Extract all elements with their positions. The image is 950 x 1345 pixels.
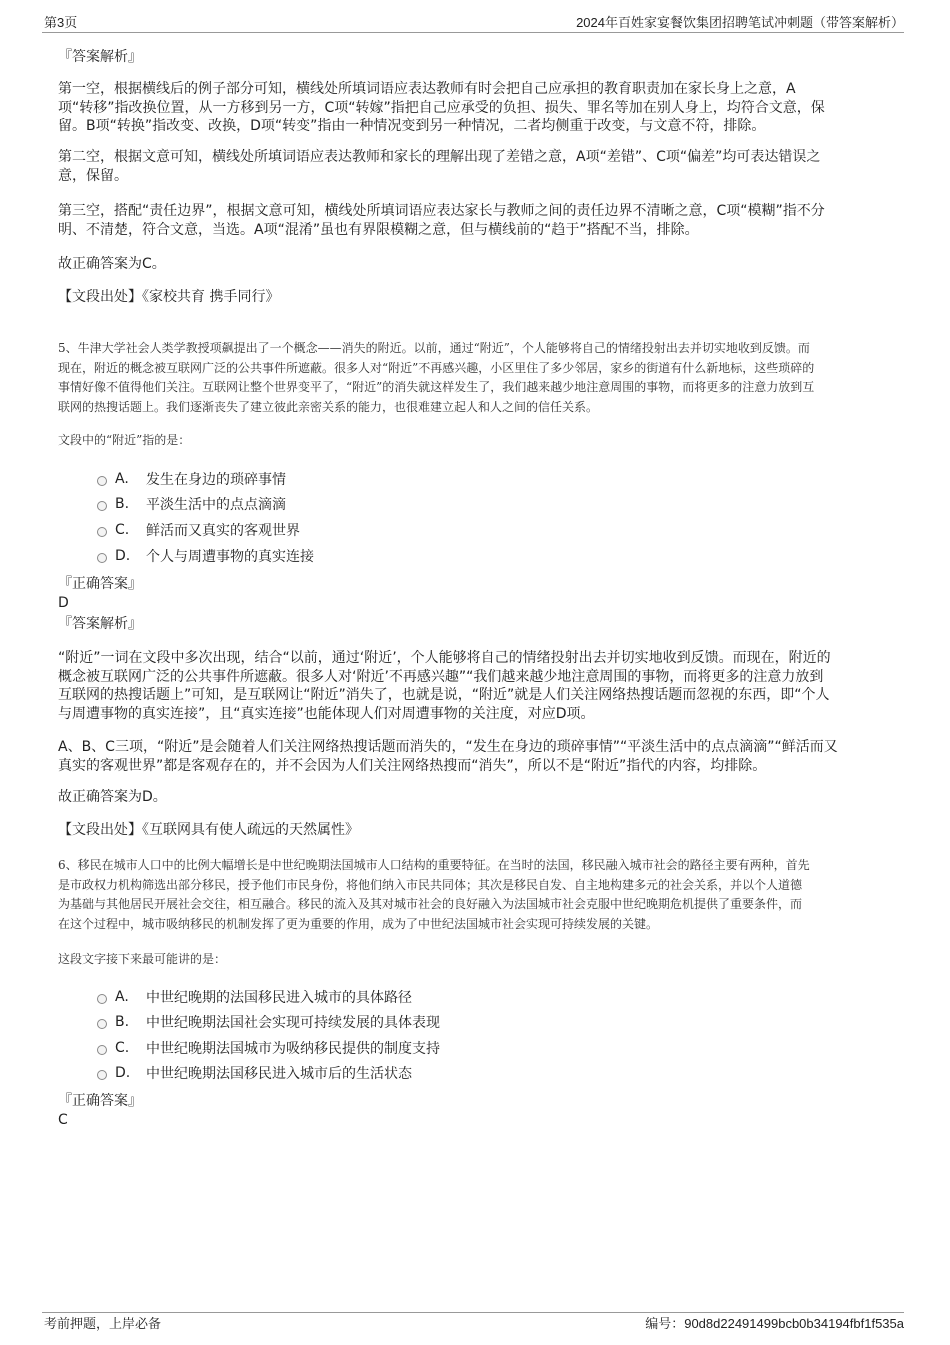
analysis-paragraph: A、B、C三项，“附近”是会随着人们关注网络热搜话题而消失的，“发生在身边的琐碎事情”“平淡生活中的点点滴滴”“鲜活而又 真实的客观世界”都是客观存在的，并不会因为人们关注网络热搜而“消失”，所以不是“附近”指代的内容，均排除。 [58,739,838,774]
page-number: 第3页 [44,15,78,30]
radio-icon[interactable] [97,1070,107,1080]
analysis-paragraph: 第二空，根据文意可知，横线处所填词语应表达教师和家长的理解出现了差错之意，A项“差错”、C项“偏差”均可表达错误之 意，保留。 [58,149,821,184]
option-d[interactable]: D. 中世纪晚期法国移民进入城市后的生活状态 [97,1063,412,1083]
option-c[interactable]: C. 中世纪晚期法国城市为吸纳移民提供的制度支持 [97,1038,440,1058]
analysis-paragraph: 第三空，搭配“责任边界”，根据文意可知，横线处所填词语应表达家长与教师之间的责任边界不清晰之意，C项“模糊”指不分 明、不清楚，符合文意，当选。A项“混淆”虽也有界限模糊之意，但与横线前的“趋于”搭配不当，排除。 [58,203,825,238]
option-a[interactable]: A. 中世纪晚期的法国移民进入城市的具体路径 [97,987,412,1007]
correct-answer-label: 『正确答案』 [58,1093,142,1109]
option-d[interactable]: D. 个人与周遭事物的真实连接 [97,546,314,566]
radio-icon[interactable] [97,476,107,486]
option-b[interactable]: B. 平淡生活中的点点滴滴 [97,494,286,514]
source: 【文段出处】《互联网具有使人疏远的天然属性》 [58,822,359,838]
analysis-paragraph: 第一空，根据横线后的例子部分可知，横线处所填词语应表达教师有时会把自己应承担的教育职责加在家长身上之意，A 项“转移”指改换位置，从一方移到另一方，C项“转嫁”指把自己应承受的负担、损失、罪名等加在别人身上，均符合文意，保 留。B项“转换”指改变、改换，D项“转变”指由一种情况变到另一种情况，二者均侧重于改变，与文意不符，排除。 [58,81,825,134]
radio-icon[interactable] [97,1045,107,1055]
radio-icon[interactable] [97,527,107,537]
correct-answer: D [58,595,69,611]
analysis-label: 『答案解析』 [58,49,142,65]
option-b[interactable]: B. 中世纪晚期法国社会实现可持续发展的具体表现 [97,1012,440,1032]
conclusion: 故正确答案为D。 [58,789,167,805]
radio-icon[interactable] [97,553,107,563]
option-c[interactable]: C. 鲜活而又真实的客观世界 [97,520,300,540]
question-stem: 5、牛津大学社会人类学教授项飙提出了一个概念——消失的附近。以前，通过“附近”，个人能够将自己的情绪投射出去并切实地收到反馈。而 现在，附近的概念被互联网广泛的公共事件所遮蔽。很多人对“附近”不再感兴趣，小区里住了多少邻居，家乡的街道有什么新地标，这些琐碎的 事情好像不值得他们关注。互联网让整个世界变平了，“附近”的消失就这样发生了，我们越来越少地注意周围的事物，而将更多的注意力放到互 联网的热搜话题上。我们逐渐丧失了建立彼此亲密关系的能力，也很难建立起人和人之间的信任关系。 [58,341,815,415]
radio-icon[interactable] [97,994,107,1004]
analysis-paragraph: “附近”一词在文段中多次出现，结合“以前，通过‘附近’，个人能够将自己的情绪投射出去并切实地收到反馈。而现在，附近的 概念被互联网广泛的公共事件所遮蔽。很多人对‘附近’不再感兴趣”“我们越来越少地注意周围的事物，而将更多的注意力放到 互联网的热搜话题上”可知，是互联网让“附近”消失了，也就是说，“附近”就是人们关注网络热搜话题而忽视的东西，即“个人 与周遭事物的真实连接”，且“真实连接”也能体现人们对周遭事物的关注度，对应D项。 [58,650,831,722]
document-title: 2024年百姓家宴餐饮集团招聘笔试冲刺题（带答案解析） [576,15,904,30]
question-prompt: 这段文字接下来最可能讲的是： [58,952,227,966]
document-code: 编号：90d8d22491499bcb0b34194fbf1f535a [645,1316,904,1331]
radio-icon[interactable] [97,1019,107,1029]
question-prompt: 文段中的“附近”指的是： [58,433,191,447]
source: 【文段出处】《家校共育 携手同行》 [58,289,280,305]
analysis-label: 『答案解析』 [58,616,142,632]
header-divider [42,32,904,33]
conclusion: 故正确答案为C。 [58,256,166,272]
radio-icon[interactable] [97,501,107,511]
option-a[interactable]: A. 发生在身边的琐碎事情 [97,469,286,489]
question-stem: 6、移民在城市人口中的比例大幅增长是中世纪晚期法国城市人口结构的重要特征。在当时的法国，移民融入城市社会的路径主要有两种，首先 是市政权力机构筛选出部分移民，授予他们市民身份，将他们纳入市民共同体；其次是移民自发、自主地构建多元的社会关系，并以个人道德 为基础与其他居民开展社会交往，相互融合。移民的流入及其对城市社会的良好融入为法国城市社会克服中世纪晚期危机提供了重要条件，而 在这个过程中，城市吸纳移民的机制发挥了更为重要的作用，成为了中世纪法国城市社会实现可持续发展的关键。 [58,858,810,932]
footer-slogan: 考前押题，上岸必备 [44,1316,162,1331]
correct-answer-label: 『正确答案』 [58,576,142,592]
correct-answer: C [58,1112,68,1128]
